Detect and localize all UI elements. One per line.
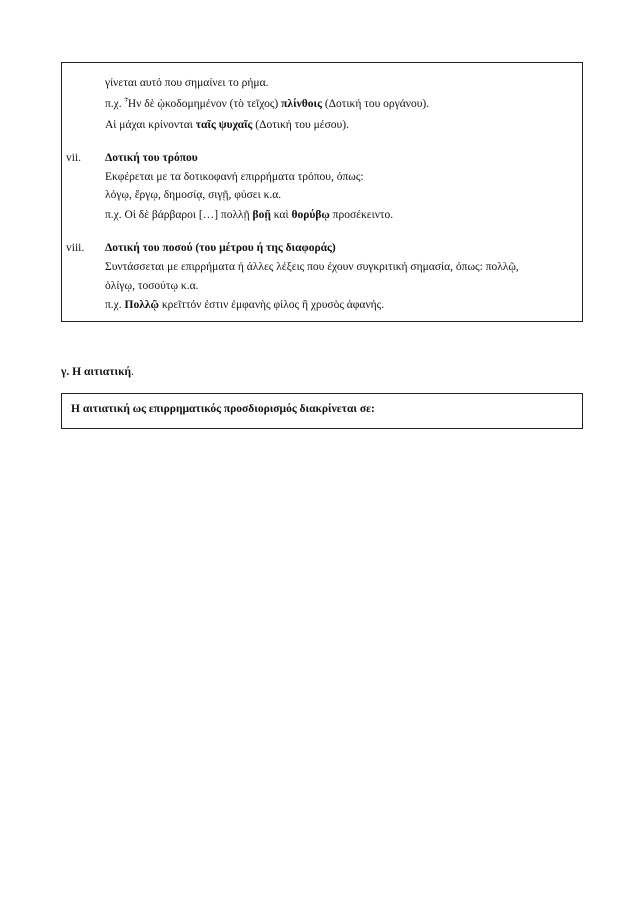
intro-line-2-a: π.χ. Ἦν δὲ ᾠκοδομημένον (τὸ τεῖχος) bbox=[105, 98, 282, 110]
item-vii-line-2: λόγῳ, ἔργῳ, δημοσίᾳ, σιγῇ, φύσει κ.α. bbox=[105, 189, 282, 201]
item-vii-line-3-bold2: θορύβῳ bbox=[291, 209, 330, 221]
intro-line-3-bold: ταῖς ψυχαῖς bbox=[195, 119, 253, 131]
item-number-viii: viii. bbox=[66, 242, 85, 254]
item-title-vii: Δοτική του τρόπου bbox=[105, 152, 198, 164]
item-viii-line-1: Συντάσσεται με επιρρήματα ή άλλες λέξεις που έχουν συγκριτική σημασία, όπως: πολλῷ, bbox=[105, 261, 519, 273]
item-vii-line-3-e: προσέκειντο. bbox=[329, 209, 394, 221]
item-vii-line-3-bold1: βοῇ bbox=[252, 209, 271, 221]
intro-line-2 bbox=[105, 97, 429, 111]
intro-line-3-c: (Δοτική του μέσου). bbox=[252, 119, 349, 131]
accusative-box-text: Η αιτιατική ως επιρρηματικός προσδιορισμός διακρίνεται σε: bbox=[71, 403, 375, 415]
item-vii-line-1: Εκφέρεται με τα δοτικοφανή επιρρήματα τρόπου, όπως: bbox=[105, 171, 364, 183]
item-title-viii: Δοτική του ποσού (του μέτρου ή της διαφοράς) bbox=[105, 242, 336, 254]
intro-line-3-a: Αἱ μάχαι κρίνονται bbox=[105, 119, 196, 131]
section-heading-text: γ. Η αιτιατική bbox=[61, 366, 131, 378]
section-heading-punct: . bbox=[131, 366, 134, 378]
item-viii-line-3-bold: Πολλῷ bbox=[124, 299, 159, 311]
intro-line-1: γίνεται αυτό που σημαίνει το ρήμα. bbox=[105, 77, 269, 89]
item-number-vii: vii. bbox=[66, 152, 82, 164]
item-viii-line-2: ὀλίγῳ, τοσούτῳ κ.α. bbox=[105, 280, 199, 292]
item-vii-line-3-c: καὶ bbox=[270, 209, 292, 221]
intro-line-2-c: (Δοτική του οργάνου). bbox=[321, 98, 430, 110]
section-heading bbox=[61, 366, 134, 378]
item-viii-line-3-a: π.χ. bbox=[105, 299, 125, 311]
item-viii-line-3 bbox=[105, 298, 384, 312]
intro-line-3 bbox=[105, 118, 349, 132]
item-vii-line-3-a: π.χ. Οἱ δὲ βάρβαροι […] πολλῇ bbox=[105, 209, 253, 221]
item-viii-line-3-c: κρεῖττόν ἐστιν ἐμφανὴς φίλος ἢ χρυσὸς ἀφανής. bbox=[158, 299, 385, 311]
item-vii-line-3 bbox=[105, 208, 393, 222]
intro-line-2-bold: πλίνθοις bbox=[281, 98, 322, 110]
accusative-box bbox=[61, 393, 583, 429]
